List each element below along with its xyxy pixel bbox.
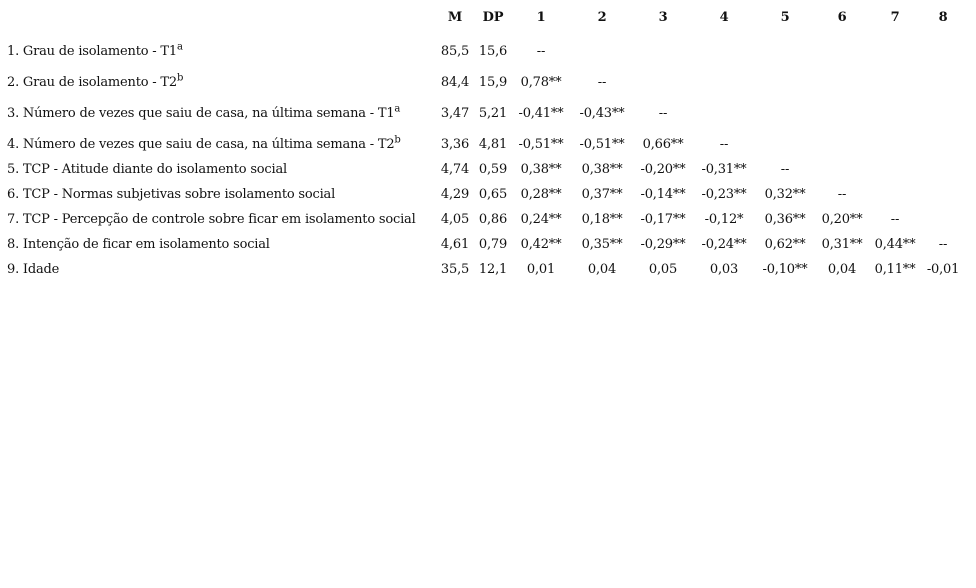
mean-cell: 85,5	[440, 44, 470, 59]
corr-4-cell: -0,31**	[701, 162, 747, 177]
corr-6-cell	[815, 28, 869, 59]
mean-cell: 84,4	[440, 75, 470, 90]
table-row	[7, 227, 965, 252]
corr-7-cell	[869, 28, 921, 59]
table-row	[7, 28, 965, 59]
corr-7-cell	[869, 59, 921, 90]
corr-8-cell	[921, 152, 965, 177]
corr-4-cell	[693, 90, 755, 121]
header-col-8: 8	[938, 9, 948, 25]
table-body	[7, 28, 965, 277]
table-row	[7, 90, 965, 121]
sd-cell: 0,79	[478, 237, 508, 252]
corr-7-cell	[869, 152, 921, 177]
header-col-5: 5	[780, 9, 790, 25]
sd-cell: 0,59	[478, 162, 508, 177]
corr-7-cell: 0,44**	[874, 237, 916, 252]
variable-name-cell	[7, 202, 435, 227]
corr-3-cell: --	[658, 106, 668, 121]
table-row	[7, 121, 965, 152]
corr-2-cell: --	[597, 75, 607, 90]
header-row	[7, 6, 965, 28]
corr-3-cell: -0,20**	[640, 162, 686, 177]
table-header	[7, 6, 965, 28]
variable-label: 6. TCP - Normas subjetivas sobre isolamento social	[7, 187, 336, 202]
variable-name-cell	[7, 121, 435, 152]
corr-5-cell	[755, 121, 815, 152]
corr-3-cell	[633, 28, 693, 59]
corr-4-cell	[693, 28, 755, 59]
corr-4-cell: -0,24**	[701, 237, 747, 252]
mean-cell: 4,29	[440, 187, 470, 202]
corr-2-cell: 0,04	[587, 262, 617, 277]
corr-8-cell	[921, 202, 965, 227]
corr-6-cell	[815, 59, 869, 90]
corr-8-cell	[921, 177, 965, 202]
corr-1-cell: 0,78**	[520, 75, 562, 90]
header-col-2: 2	[597, 9, 607, 25]
corr-5-cell: 0,32**	[764, 187, 806, 202]
variable-name-cell	[7, 28, 435, 59]
corr-1-cell: -0,41**	[518, 106, 564, 121]
corr-2-cell: 0,38**	[581, 162, 623, 177]
sd-cell: 12,1	[478, 262, 508, 277]
variable-name-cell	[7, 177, 435, 202]
corr-5-cell: --	[780, 162, 790, 177]
corr-4-cell: 0,03	[709, 262, 739, 277]
corr-1-cell: -0,51**	[518, 137, 564, 152]
corr-8-cell	[921, 90, 965, 121]
corr-5-cell	[755, 28, 815, 59]
corr-6-cell: 0,31**	[821, 237, 863, 252]
corr-5-cell: -0,10**	[762, 262, 808, 277]
corr-7-cell: 0,11**	[874, 262, 916, 277]
header-col-7: 7	[890, 9, 900, 25]
corr-6-cell: --	[837, 187, 847, 202]
variable-label: 9. Idade	[7, 262, 60, 277]
table-row	[7, 152, 965, 177]
sd-cell: 4,81	[478, 137, 508, 152]
mean-cell: 3,36	[440, 137, 470, 152]
footnote-marker: a	[394, 103, 401, 115]
corr-4-cell: -0,12*	[704, 212, 744, 227]
corr-3-cell: 0,66**	[642, 137, 684, 152]
corr-7-cell	[869, 90, 921, 121]
table-row	[7, 177, 965, 202]
corr-7-cell	[869, 121, 921, 152]
variable-name-cell	[7, 227, 435, 252]
corr-8-cell	[921, 121, 965, 152]
variable-name-cell	[7, 59, 435, 90]
variable-label: 7. TCP - Percepção de controle sobre ficar em isolamento social	[7, 212, 416, 227]
corr-2-cell: 0,18**	[581, 212, 623, 227]
footnote-marker: b	[176, 72, 184, 84]
corr-5-cell	[755, 59, 815, 90]
table-row	[7, 59, 965, 90]
correlation-table	[7, 6, 965, 277]
sd-cell: 15,6	[478, 44, 508, 59]
variable-name-cell	[7, 152, 435, 177]
corr-8-cell	[921, 59, 965, 90]
variable-name-cell	[7, 90, 435, 121]
corr-8-cell: --	[938, 237, 948, 252]
mean-cell: 4,74	[440, 162, 470, 177]
corr-6-cell	[815, 121, 869, 152]
corr-8-cell	[921, 28, 965, 59]
corr-1-cell: 0,28**	[520, 187, 562, 202]
corr-6-cell	[815, 152, 869, 177]
corr-2-cell: 0,35**	[581, 237, 623, 252]
corr-3-cell: -0,17**	[640, 212, 686, 227]
corr-2-cell: -0,51**	[579, 137, 625, 152]
header-col-4: 4	[719, 9, 729, 25]
corr-6-cell: 0,20**	[821, 212, 863, 227]
corr-6-cell: 0,04	[827, 262, 857, 277]
footnote-marker: a	[176, 41, 183, 53]
table-row	[7, 202, 965, 227]
variable-label: 3. Número de vezes que saiu de casa, na última semana - T1	[7, 106, 395, 121]
variable-label: 2. Grau de isolamento - T2	[7, 75, 177, 90]
header-col-6: 6	[837, 9, 847, 25]
corr-5-cell: 0,62**	[764, 237, 806, 252]
variable-name-cell	[7, 252, 435, 277]
corr-5-cell: 0,36**	[764, 212, 806, 227]
variable-label: 5. TCP - Atitude diante do isolamento social	[7, 162, 287, 177]
corr-5-cell	[755, 90, 815, 121]
footnote-marker: b	[394, 134, 401, 146]
corr-2-cell: -0,43**	[579, 106, 625, 121]
corr-2-cell: 0,37**	[581, 187, 623, 202]
header-variable	[7, 6, 435, 28]
variable-label: 1. Grau de isolamento - T1	[7, 44, 177, 59]
variable-label: 4. Número de vezes que saiu de casa, na última semana - T2	[7, 137, 395, 152]
corr-3-cell: -0,29**	[640, 237, 686, 252]
header-mean: M	[447, 9, 463, 25]
sd-cell: 0,86	[478, 212, 508, 227]
corr-4-cell	[693, 59, 755, 90]
mean-cell: 35,5	[440, 262, 470, 277]
corr-1-cell: 0,01	[526, 262, 556, 277]
header-col-3: 3	[658, 9, 668, 25]
table-row	[7, 252, 965, 277]
corr-6-cell	[815, 90, 869, 121]
sd-cell: 5,21	[478, 106, 508, 121]
corr-1-cell: 0,42**	[520, 237, 562, 252]
header-sd: DP	[482, 9, 504, 25]
mean-cell: 3,47	[440, 106, 470, 121]
corr-2-cell	[571, 28, 633, 59]
corr-8-cell: -0,01	[926, 262, 960, 277]
corr-7-cell	[869, 177, 921, 202]
mean-cell: 4,05	[440, 212, 470, 227]
corr-7-cell: --	[890, 212, 900, 227]
corr-1-cell: 0,24**	[520, 212, 562, 227]
corr-3-cell: -0,14**	[640, 187, 686, 202]
corr-3-cell	[633, 59, 693, 90]
sd-cell: 0,65	[478, 187, 508, 202]
header-col-1: 1	[536, 9, 546, 25]
mean-cell: 4,61	[440, 237, 470, 252]
corr-1-cell: 0,38**	[520, 162, 562, 177]
corr-1-cell: --	[536, 44, 546, 59]
variable-label: 8. Intenção de ficar em isolamento social	[7, 237, 270, 252]
sd-cell: 15,9	[478, 75, 508, 90]
corr-3-cell: 0,05	[648, 262, 678, 277]
corr-4-cell: --	[719, 137, 729, 152]
corr-4-cell: -0,23**	[701, 187, 747, 202]
